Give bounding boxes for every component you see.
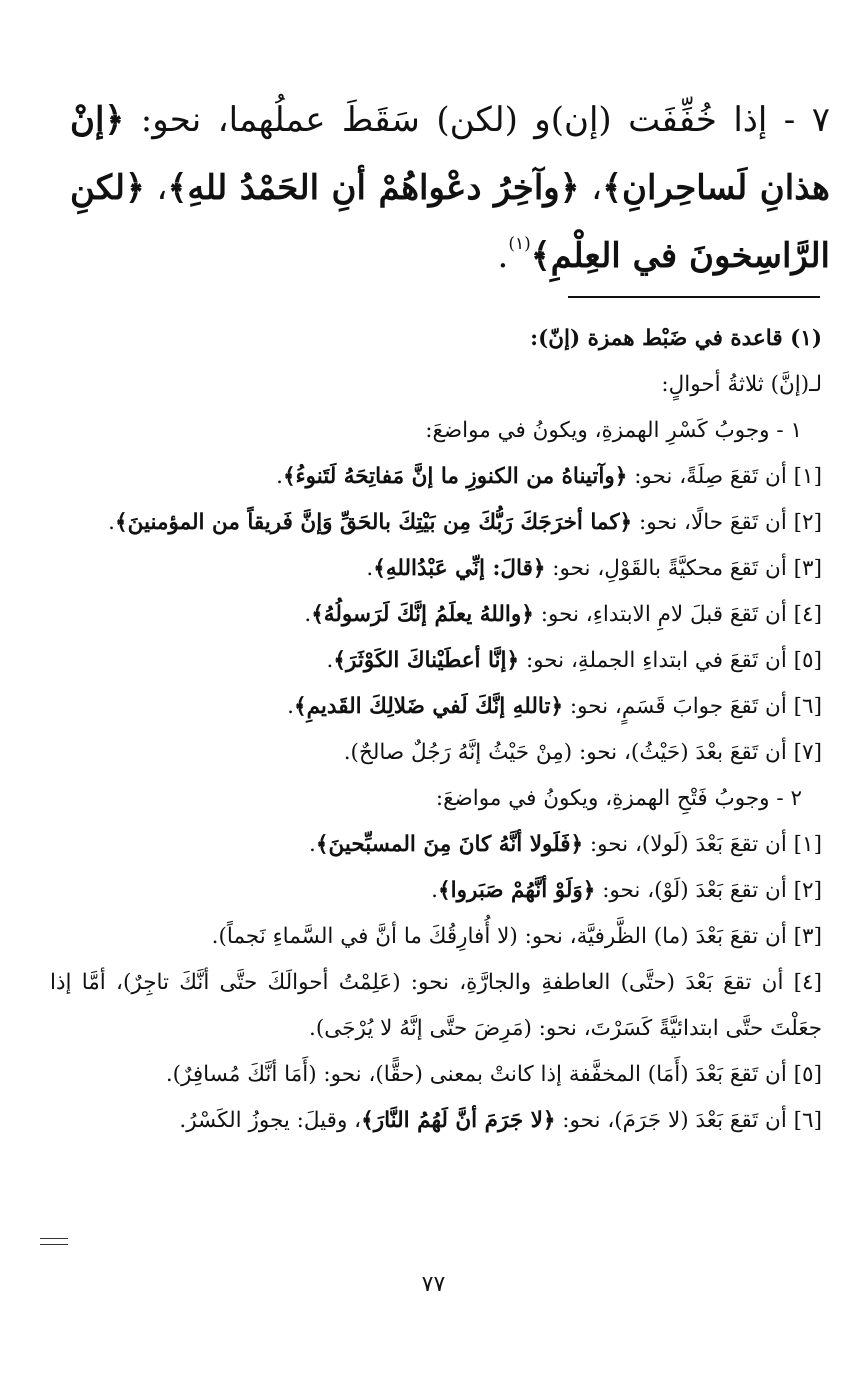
item-quote: ﴿وَلَوْ أنَّهُمْ صَبَروا﴾: [438, 878, 596, 903]
footnote-divider: [568, 296, 820, 298]
item-text: [٤] أن تَقعَ قبلَ لامِ الابتداءِ، نحو:: [533, 602, 822, 627]
quran-quote-2: ﴿وآخِرُ دعْواهُمْ أنِ الحَمْدُ للهِ﴾: [167, 168, 580, 208]
list-item: [50, 914, 822, 960]
main-text: [70, 86, 830, 290]
item-text: [٢] أن تقعَ بَعْدَ (لَوْ)، نحو:: [595, 878, 822, 903]
item-end: .: [108, 510, 115, 535]
page-number: ٧٧: [421, 1272, 446, 1297]
item-end: .: [431, 878, 438, 903]
main-paragraph: [70, 86, 830, 290]
item-text: [٧] أن تَقعَ بعْدَ (حَيْثُ)، نحو: (مِنْ حَيْثُ إنَّهُ رَجُلٌ صالحٌ).: [343, 740, 822, 765]
item-quote: ﴿تاللهِ إنَّكَ لَفي ضَلالِكَ القَديمِ﴾: [294, 694, 564, 719]
item-quote: ﴿فَلَولا أنَّهُ كانَ مِنَ المسبِّحينَ﴾: [315, 832, 584, 857]
continuation-mark: [40, 1238, 68, 1245]
item-text: [١] أن تَقعَ صِلَةً، نحو:: [627, 464, 822, 489]
case-two-title: ٢ - وجوبُ فَتْحِ الهمزةِ، ويكونُ في مواضعَ:: [435, 786, 802, 811]
footnote-block: [50, 316, 822, 1144]
item-end: .: [276, 464, 283, 489]
separator: ،: [156, 168, 168, 208]
item-text: [٥] أن تَقعَ بَعْدَ (أَمَا) المخفَّفة إذا كانتْ بمعنى (حقًّا)، نحو: (أَمَا أنَّكَ مُسافِرٌ).: [165, 1062, 822, 1087]
item-text: [٤] أن تقعَ بَعْدَ (حتَّى) العاطفةِ والجارَّةِ، نحو: (عَلِمْتُ أحوالَكَ حتَّى أنَّكَ تاجِرٌ)، أمَّا إذا جعَلْتَ حتَّى ابتدائيَّةً كَسَرْتَ، نحو: (مَرِضَ حتَّى إنَّهُ لا يُرْجَى).: [50, 970, 822, 1041]
list-item: [50, 684, 822, 730]
item-text: [٢] أن تَقعَ حالًا، نحو:: [632, 510, 822, 535]
item-quote: ﴿واللهُ يعلَمُ إنَّكَ لَرَسولُهُ﴾: [311, 602, 534, 627]
footnote-reference: (١): [508, 234, 531, 254]
item-text: [٦] أن تَقعَ بَعْدَ (لا جَرَمَ)، نحو:: [555, 1108, 822, 1133]
item-quote: ﴿إنَّا أعطَيْناكَ الكَوْثَرَ﴾: [333, 648, 520, 673]
item-end: .: [304, 602, 312, 627]
list-item: [50, 546, 822, 592]
item-end: .: [287, 694, 295, 719]
list-item: [50, 822, 822, 868]
item-quote: ﴿وآتيناهُ من الكنوزِ ما إنَّ مَفاتِحَهُ لَتَنوءُ﴾: [282, 464, 628, 489]
list-item: [50, 638, 822, 684]
item-text: [٥] أن تَقعَ في ابتداءِ الجملةِ، نحو:: [519, 648, 822, 673]
footnote-heading: (١) قاعدة في ضَبْط همزة (إنّ):: [530, 326, 822, 351]
separator: ،: [579, 168, 603, 208]
case-one-title: ١ - وجوبُ كَسْرِ الهمزةِ، ويكونُ في مواضعَ:: [425, 418, 802, 443]
item-end: ، وقيلَ: يجوزُ الكَسْرُ.: [179, 1108, 362, 1133]
item-end: .: [309, 832, 316, 857]
quran-quote-3: ﴿لكنِ الرَّاسِخونَ في العِلْمِ﴾: [70, 168, 830, 276]
item-end: .: [366, 556, 374, 581]
list-item: [50, 592, 822, 638]
list-item: [50, 960, 822, 1052]
item-text: [٣] أن تقعَ بَعْدَ (ما) الظَّرفيَّة، نحو: (لا أُفارِقُكَ ما أنَّ في السَّماءِ نَجماً).: [211, 924, 822, 949]
item-quote: ﴿لا جَرَمَ أنَّ لَهُمُ النَّارَ﴾: [361, 1108, 556, 1133]
quran-quote-1: ﴿إنْ هذانِ لَساحِرانِ﴾: [70, 100, 830, 208]
footnote-intro: لـ(إنَّ) ثلاثةُ أحوالٍ:: [661, 372, 822, 397]
list-item: [50, 868, 822, 914]
line-end-period: .: [497, 236, 509, 276]
item-text: [٣] أن تَقعَ محكيَّةً بالقَوْلِ، نحو:: [545, 556, 822, 581]
list-item: [50, 1052, 822, 1098]
item-text: [١] أن تقعَ بَعْدَ (لَولا)، نحو:: [583, 832, 822, 857]
list-item: [50, 500, 822, 546]
item-end: .: [326, 648, 334, 673]
item-text: [٦] أن تَقعَ جوابَ قَسَمٍ، نحو:: [563, 694, 822, 719]
item-quote: ﴿قالَ: إنِّي عَبْدُاللهِ﴾: [373, 556, 546, 581]
rule-seven-text: ٧ - إذا خُفِّفَت (إن)و (لكن) سَقَطَ عملُهما، نحو:: [140, 100, 830, 140]
item-quote: ﴿كما أخرَجَكَ رَبُّكَ مِن بَيْتِكَ بالحَقِّ وَإنَّ فَريقاً من المؤمنينَ﴾: [115, 510, 633, 535]
list-item: [50, 454, 822, 500]
list-item: [50, 730, 822, 776]
list-item: [50, 1098, 822, 1144]
